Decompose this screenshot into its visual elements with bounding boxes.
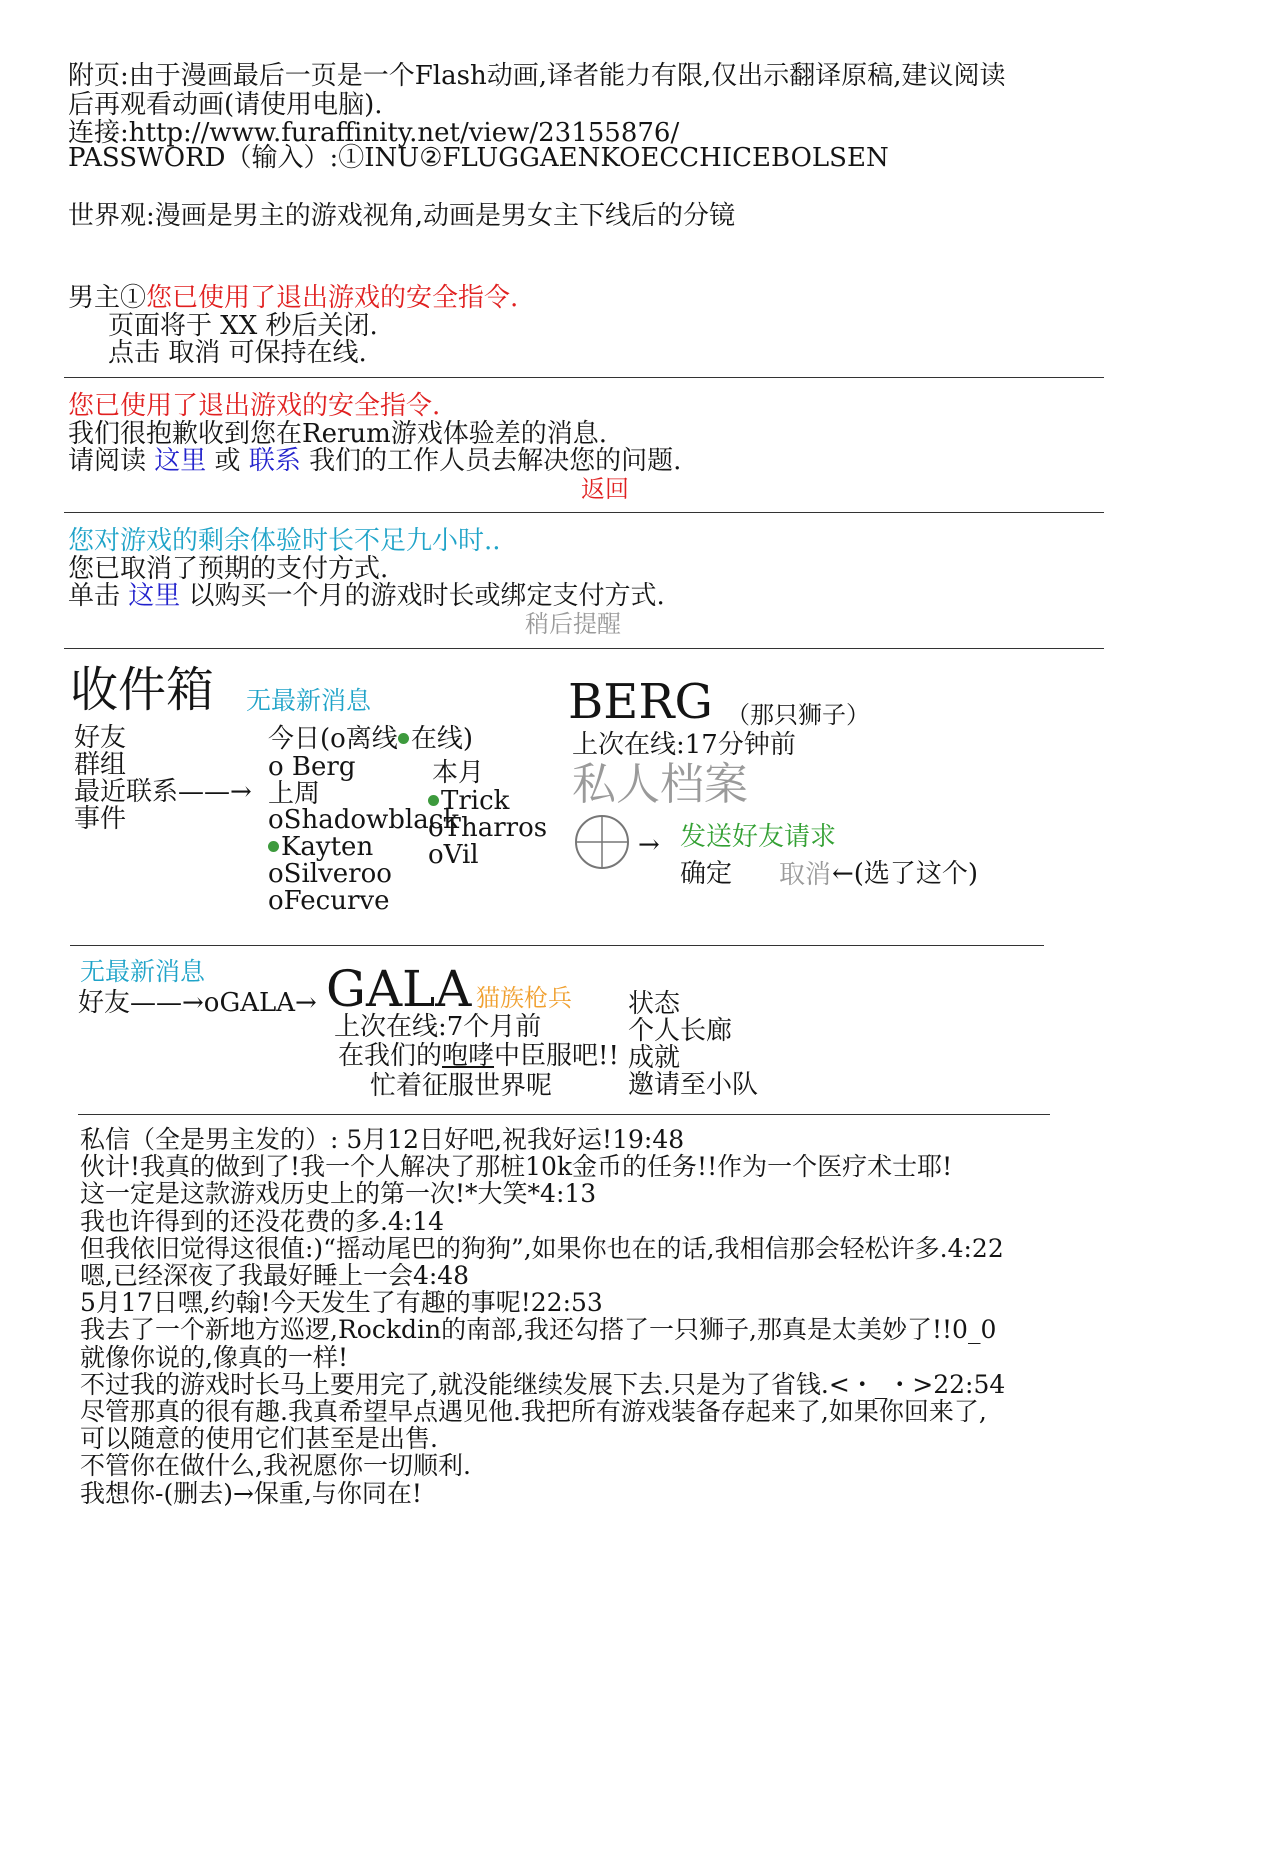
gala-class: 猫族枪兵 bbox=[476, 984, 572, 1012]
gala-motto-underlined: 咆哮 bbox=[442, 1041, 495, 1071]
cancel-button[interactable]: 取消 bbox=[779, 860, 832, 890]
message-line: 这一定是这款游戏历史上的第一次!*大笑*4:13 bbox=[80, 1179, 597, 1209]
profile-note: （那只狮子） bbox=[726, 701, 870, 729]
gala-motto-b: 中臣服吧!! bbox=[494, 1041, 619, 1071]
payment-text-b: 以购买一个月的游戏时长或绑定支付方式. bbox=[180, 581, 665, 611]
berg-last-online: 上次在线:17分钟前 bbox=[572, 730, 796, 760]
message-line: 我也许得到的还没花费的多.4:14 bbox=[80, 1206, 445, 1236]
nav-friends[interactable]: 好友 bbox=[74, 723, 127, 753]
feedback-text-c: 我们的工作人员去解决您的问题. bbox=[300, 446, 682, 476]
intro-worldview-line: 世界观:漫画是男主的游戏视角,动画是男女主下线后的分镜 bbox=[68, 201, 736, 231]
friend-trick-label: Trick bbox=[441, 786, 510, 816]
back-button[interactable]: 返回 bbox=[581, 475, 629, 503]
messages-list bbox=[80, 1126, 1005, 1507]
inbox-title: 收件箱 bbox=[70, 662, 215, 718]
gala-motto bbox=[338, 1040, 619, 1072]
feedback-text-a: 请阅读 bbox=[68, 446, 155, 476]
today-online-label: 在线) bbox=[410, 724, 473, 754]
online-dot-icon bbox=[428, 795, 439, 806]
online-dot-icon bbox=[398, 733, 409, 744]
feedback-notice: 您已使用了退出游戏的安全指令. bbox=[68, 391, 441, 421]
inbox-no-new: 无最新消息 bbox=[246, 686, 372, 715]
message-line: 就像你说的,像真的一样! bbox=[80, 1342, 348, 1372]
logout-cancel-line: 点击 取消 可保持在线. bbox=[108, 338, 367, 368]
nav-groups[interactable]: 群组 bbox=[74, 750, 127, 780]
message-line: 但我依旧觉得这很值:)“摇动尾巴的狗狗”,如果你也在的话,我相信那会轻松许多.4:22 bbox=[80, 1233, 1004, 1263]
gala-no-new: 无最新消息 bbox=[80, 957, 206, 986]
payment-notice: 您对游戏的剩余体验时长不足九小时.. bbox=[68, 526, 501, 556]
intro-link-line[interactable]: 连接:http://www.furaffinity.net/view/23155876/ bbox=[68, 118, 680, 148]
message-line: 伙计!我真的做到了!我一个人解决了那桩10k金币的任务!!作为一个医疗术士耶! bbox=[80, 1152, 953, 1182]
message-line: 私信（全是男主发的）: 5月12日好吧,祝我好运!19:48 bbox=[80, 1125, 685, 1154]
divider bbox=[64, 648, 1104, 649]
message-line: 5月17日嘿,约翰!今天发生了有趣的事呢!22:53 bbox=[80, 1288, 603, 1318]
friend-tharros[interactable]: oTharros bbox=[428, 813, 548, 843]
private-profile-heading: 私人档案 bbox=[572, 759, 748, 810]
intro-line-1: 附页:由于漫画最后一页是一个Flash动画,译者能力有限,仅出示翻译原稿,建议阅读 bbox=[68, 61, 1006, 91]
divider bbox=[64, 377, 1104, 378]
friend-silveroo[interactable]: oSilveroo bbox=[268, 859, 392, 889]
profile-name-berg: BERG bbox=[568, 674, 713, 730]
friend-berg[interactable]: o Berg bbox=[268, 752, 356, 782]
chosen-annotation: ←(选了这个) bbox=[832, 859, 979, 889]
feedback-apology: 我们很抱歉收到您在Rerum游戏体验差的消息. bbox=[68, 419, 608, 449]
menu-gallery[interactable]: 个人长廊 bbox=[628, 1016, 733, 1046]
payment-here-link[interactable]: 这里 bbox=[128, 581, 181, 611]
intro-password-line: PASSWORD（输入）:①INU②FLUGGAENKOECCHICEBOLSEN bbox=[68, 143, 889, 173]
confirm-button[interactable]: 确定 bbox=[680, 859, 733, 889]
gala-motto-2: 忙着征服世界呢 bbox=[370, 1071, 553, 1101]
divider bbox=[70, 945, 1044, 946]
this-month-label: 本月 bbox=[432, 758, 485, 788]
logout-prefix: 男主① bbox=[68, 283, 147, 313]
nav-recent[interactable]: 最近联系——→ bbox=[74, 777, 252, 807]
gala-motto-a: 在我们的 bbox=[338, 1041, 443, 1071]
message-line: 不过我的游戏时长马上要用完了,就没能继续发展下去.只是为了省钱.<・_・>22:54 bbox=[80, 1369, 1006, 1399]
profile-name-gala: GALA bbox=[326, 960, 472, 1018]
send-friend-request-button[interactable]: 发送好友请求 bbox=[680, 822, 837, 852]
message-line: 我去了一个新地方巡逻,Rockdin的南部,我还勾搭了一只狮子,那真是太美妙了!!0_0 bbox=[80, 1315, 997, 1345]
friend-shadowblack[interactable]: oShadowblack bbox=[268, 805, 460, 835]
feedback-here-link[interactable]: 这里 bbox=[154, 446, 207, 476]
logout-notice-text: 您已使用了退出游戏的安全指令. bbox=[146, 283, 519, 313]
friends-path-gala[interactable]: 好友——→oGALA→ bbox=[78, 988, 317, 1018]
message-line: 嗯,已经深夜了我最好睡上一会4:48 bbox=[80, 1261, 470, 1291]
friend-fecurve[interactable]: oFecurve bbox=[268, 886, 390, 916]
logout-close-line: 页面将于 XX 秒后关闭. bbox=[108, 311, 378, 341]
payment-text-a: 单击 bbox=[68, 581, 129, 611]
divider bbox=[64, 512, 1104, 513]
add-friend-icon[interactable] bbox=[574, 814, 630, 870]
feedback-text-b: 或 bbox=[206, 446, 249, 476]
message-line: 尽管那真的很有趣.我真希望早点遇见他.我把所有游戏装备存起来了,如果你回来了, bbox=[80, 1397, 987, 1427]
menu-status[interactable]: 状态 bbox=[628, 989, 681, 1019]
last-week-label: 上周 bbox=[268, 779, 321, 809]
online-dot-icon bbox=[268, 841, 279, 852]
friend-vil[interactable]: oVil bbox=[428, 840, 479, 870]
menu-achievements[interactable]: 成就 bbox=[628, 1043, 681, 1073]
nav-events[interactable]: 事件 bbox=[74, 804, 127, 834]
gala-last-online: 上次在线:7个月前 bbox=[334, 1012, 542, 1042]
friend-kayten-label: Kayten bbox=[281, 832, 374, 862]
message-line: 我想你-(删去)→保重,与你同在! bbox=[80, 1478, 422, 1508]
payment-cancelled: 您已取消了预期的支付方式. bbox=[68, 554, 389, 584]
divider bbox=[78, 1114, 1050, 1115]
remind-later-button[interactable]: 稍后提醒 bbox=[525, 610, 621, 638]
feedback-contact-link[interactable]: 联系 bbox=[248, 446, 301, 476]
message-line: 不管你在做什么,我祝愿你一切顺利. bbox=[80, 1451, 471, 1481]
arrow-icon: → bbox=[638, 830, 660, 860]
today-label: 今日(o离线 bbox=[268, 724, 398, 754]
message-line: 可以随意的使用它们甚至是出售. bbox=[80, 1424, 438, 1454]
intro-line-2: 后再观看动画(请使用电脑). bbox=[68, 90, 383, 120]
menu-invite-party[interactable]: 邀请至小队 bbox=[628, 1070, 759, 1100]
